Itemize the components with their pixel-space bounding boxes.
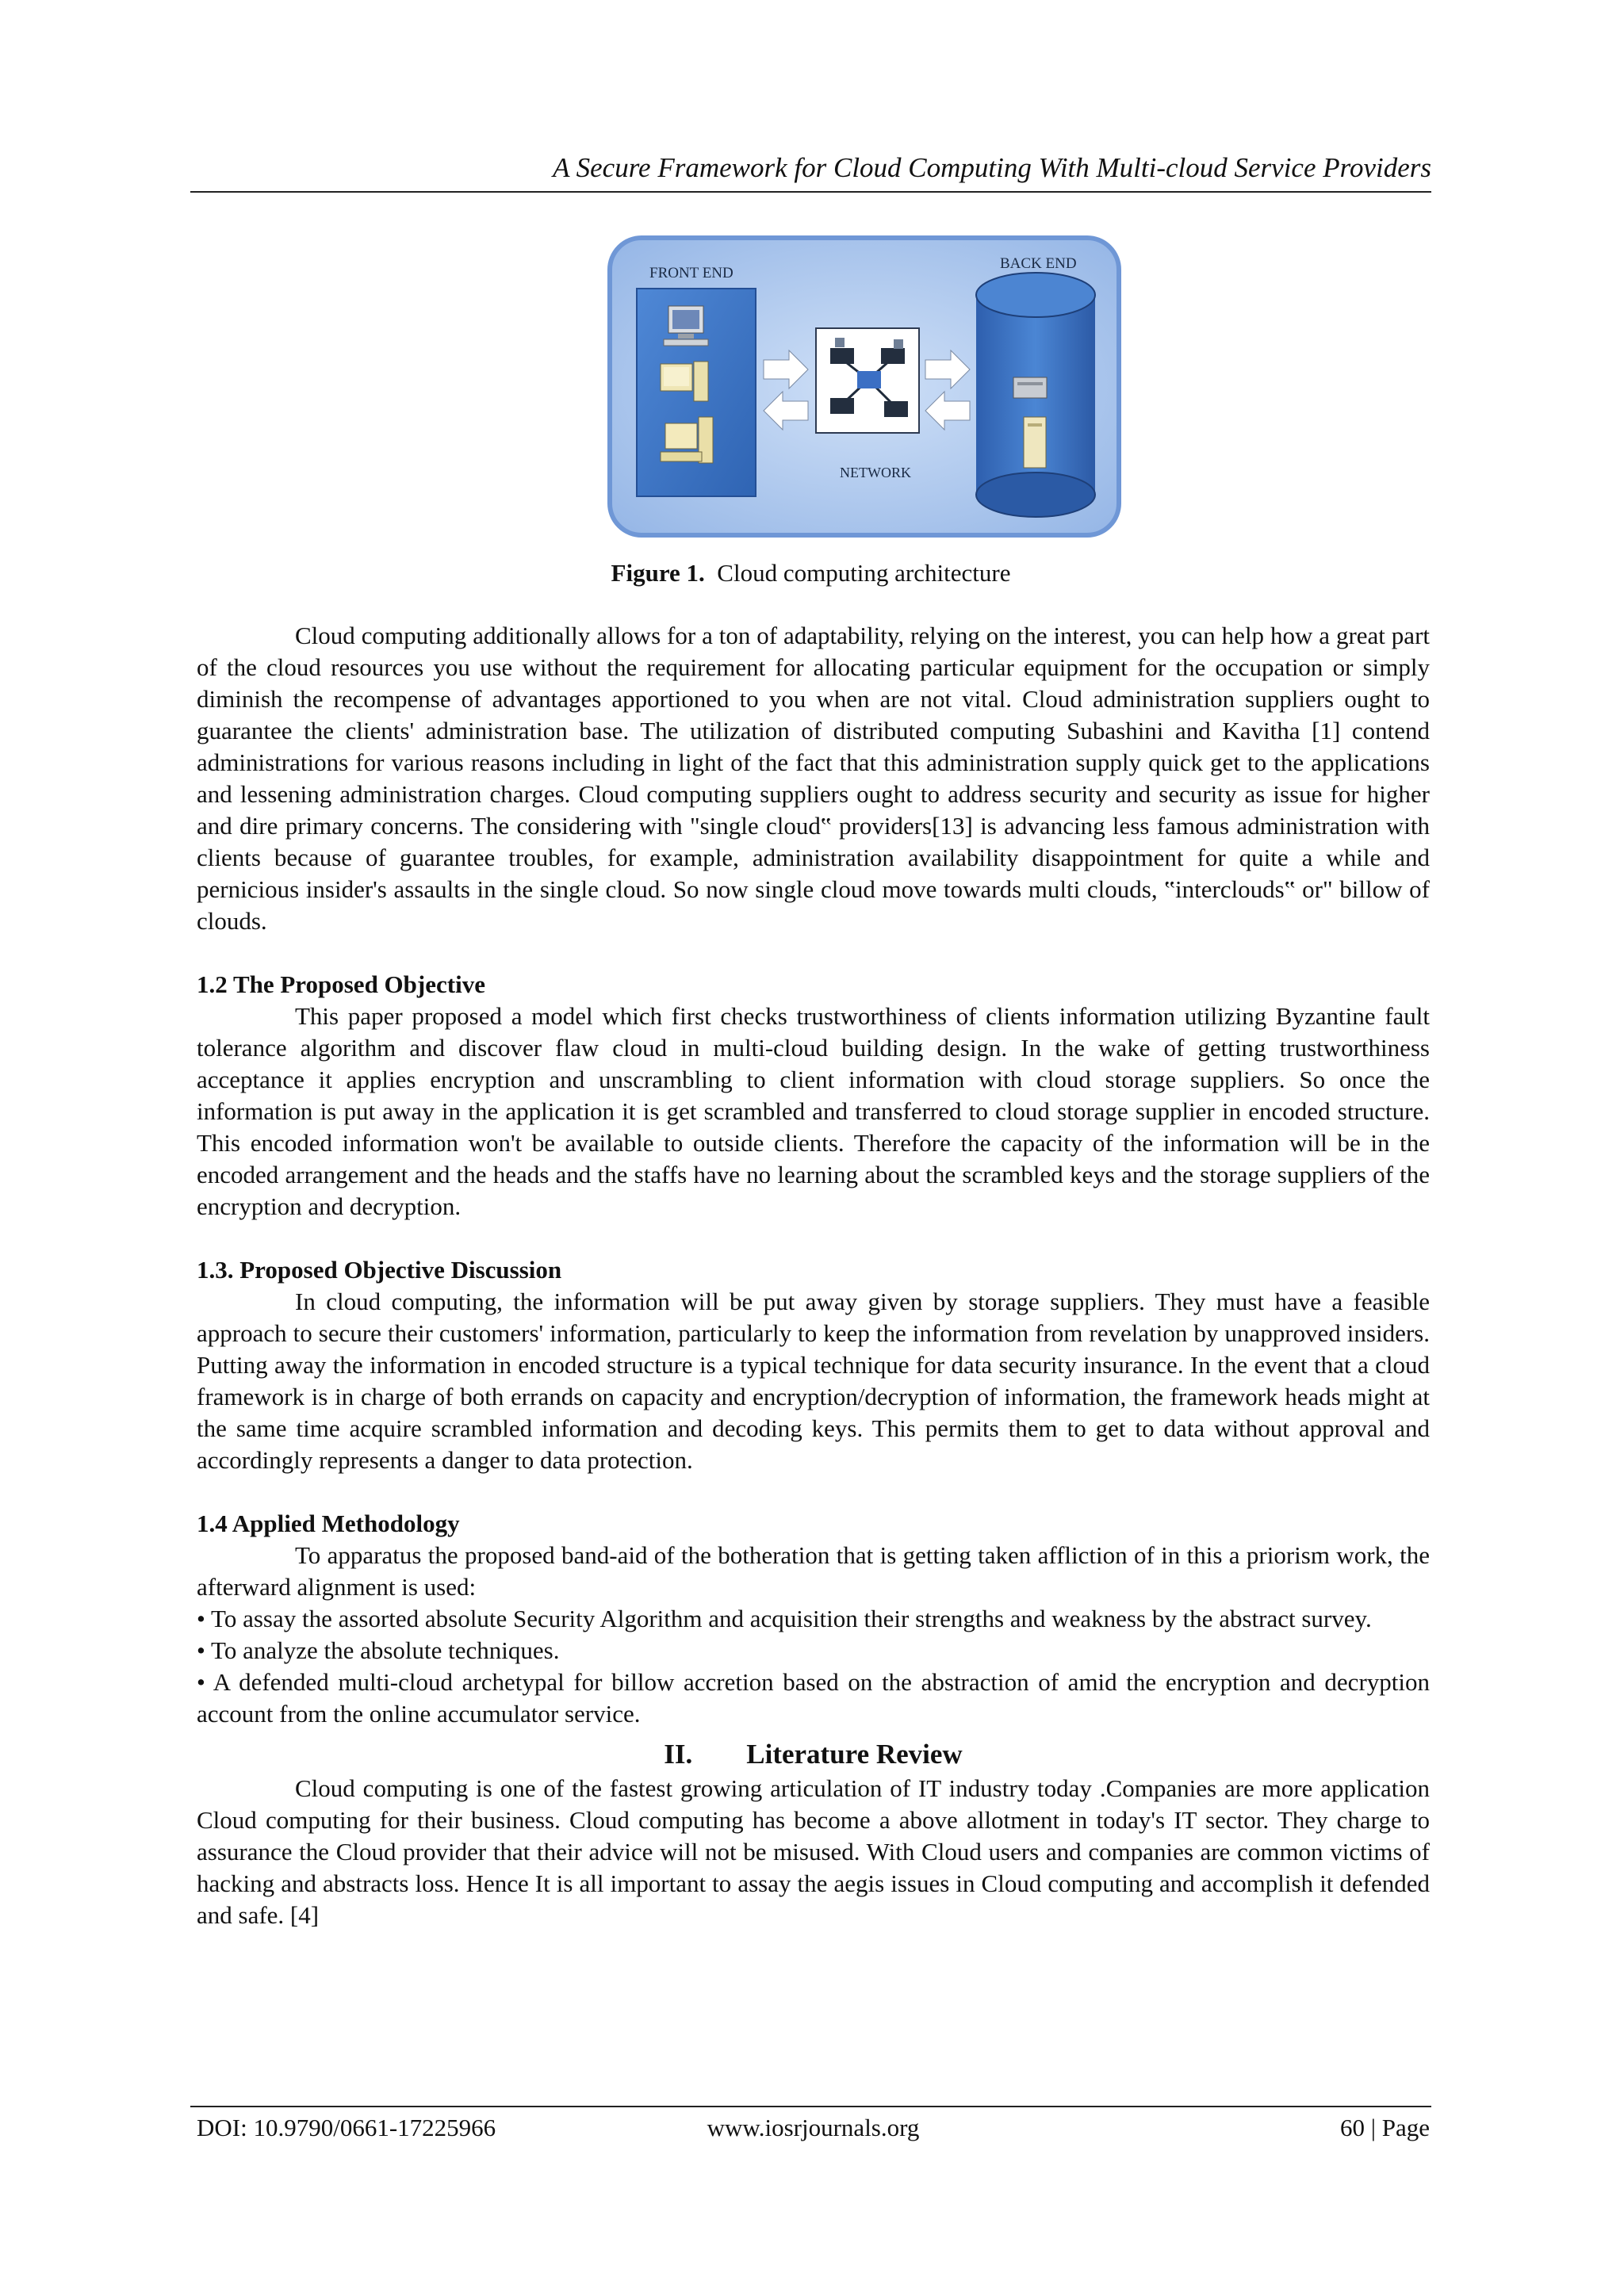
footer-doi: DOI: 10.9790/0661-17225966 bbox=[197, 2114, 496, 2141]
section-1-2-heading: 1.2 The Proposed Objective bbox=[197, 970, 485, 998]
section-2-heading bbox=[197, 1738, 1430, 1771]
section-1-2-paragraph: This paper proposed a model which first checks trustworthiness of clients information utilizing Byzantine fault tolerance algorithm and discover flaw cloud in multi-cloud building design. In the wake of getting trustworthiness acceptance it applies encryption and unscrambling to client information with cloud storage suppliers. So once the information is put away in the application it is get scrambled and transferred to cloud storage supplier in encoded structure. This encoded information won't be available to outside clients. Therefore the capacity of the information will be in the encoded arrangement and the heads and the staffs have no learning about the scrambled keys and the storage suppliers of the encryption and decryption. bbox=[197, 1002, 1430, 1220]
figure-caption bbox=[190, 557, 1431, 589]
figure-cloud-architecture bbox=[605, 233, 1124, 540]
back-end-label: BACK END bbox=[1000, 255, 1077, 272]
front-end-label: FRONT END bbox=[649, 265, 733, 281]
section-1-4-heading: 1.4 Applied Methodology bbox=[197, 1510, 460, 1537]
header-rule bbox=[190, 191, 1431, 193]
bullet-item: • To assay the assorted absolute Security Algorithm and acquisition their strengths and weakness by the abstract survey. bbox=[197, 1605, 1372, 1632]
body-text bbox=[197, 620, 1430, 1931]
laptop-icon bbox=[661, 417, 713, 463]
section-1-4-paragraph: To apparatus the proposed band-aid of the botheration that is getting taken affliction of in this a priorism work, the afterward alignment is used: bbox=[197, 1541, 1430, 1601]
figure-caption-label: Figure 1. bbox=[611, 559, 705, 587]
running-header: A Secure Framework for Cloud Computing With Multi-cloud Service Providers bbox=[553, 152, 1431, 183]
footer-rule bbox=[190, 2106, 1431, 2107]
desktop-computer-icon bbox=[664, 306, 708, 346]
bullet-item: • To analyze the absolute techniques. bbox=[197, 1636, 560, 1664]
section-1-3-paragraph: In cloud computing, the information will be put away given by storage suppliers. They must have a feasible approach to secure their customers' information, particularly to keep the information from revelation by unapproved insiders. Putting away the information in encoded structure is a typical technique for data security insurance. In the event that a cloud framework is in charge of both errands on capacity and encryption/decryption of information, the framework heads might at the same time acquire scrambled information and decoding keys. This permits them to get to data without approval and accordingly represents a danger to data protection. bbox=[197, 1288, 1430, 1474]
footer-website-link[interactable]: www.iosrjournals.org bbox=[707, 2114, 920, 2141]
section-2-number: II. bbox=[664, 1739, 693, 1770]
network-label: NETWORK bbox=[840, 465, 911, 480]
section-2-title: Literature Review bbox=[746, 1739, 963, 1770]
footer-page-number: 60 | Page bbox=[1340, 2114, 1430, 2141]
intro-paragraph: Cloud computing additionally allows for a ton of adaptability, relying on the interest, you can help how a great part of the cloud resources you use without the requirement for allocating particular equipment for the occupation or simply diminish the recompense of advantages apportioned to you when are not vital. Cloud administration suppliers ought to guarantee the clients' administration base. The utilization of distributed computing Subashini and Kavitha [1] contend administrations for various reasons including in light of the fact that this administration supply quick get to the applications and lessening administration charges. Cloud computing suppliers ought to address security and security as issue for higher and dire primary concerns. The considering with "single cloud‟ providers[13] is advancing less famous administration with clients because of guarantee troubles, for example, administration availability disappointment for quite a while and pernicious insider's assaults in the single cloud. So now single cloud move towards multi clouds, ‟interclouds‟ or" billow of clouds. bbox=[197, 622, 1430, 935]
bullet-item: • A defended multi-cloud archetypal for billow accretion based on the abstraction of amid the encryption and decryption account from the online accumulator service. bbox=[197, 1668, 1430, 1728]
figure-caption-text: Cloud computing architecture bbox=[717, 559, 1011, 587]
section-2-paragraph: Cloud computing is one of the fastest growing articulation of IT industry today .Companies are more application Cloud computing for their business. Cloud computing has become a above allotment in today's IT sector. They charge to assurance the Cloud provider that their advice will not be misused. With Cloud users and companies are common victims of hacking and abstracts loss. Hence It is all important to assay the aegis issues in Cloud computing and accomplish it defended and safe. [4] bbox=[197, 1774, 1430, 1929]
section-1-3-heading: 1.3. Proposed Objective Discussion bbox=[197, 1256, 562, 1284]
